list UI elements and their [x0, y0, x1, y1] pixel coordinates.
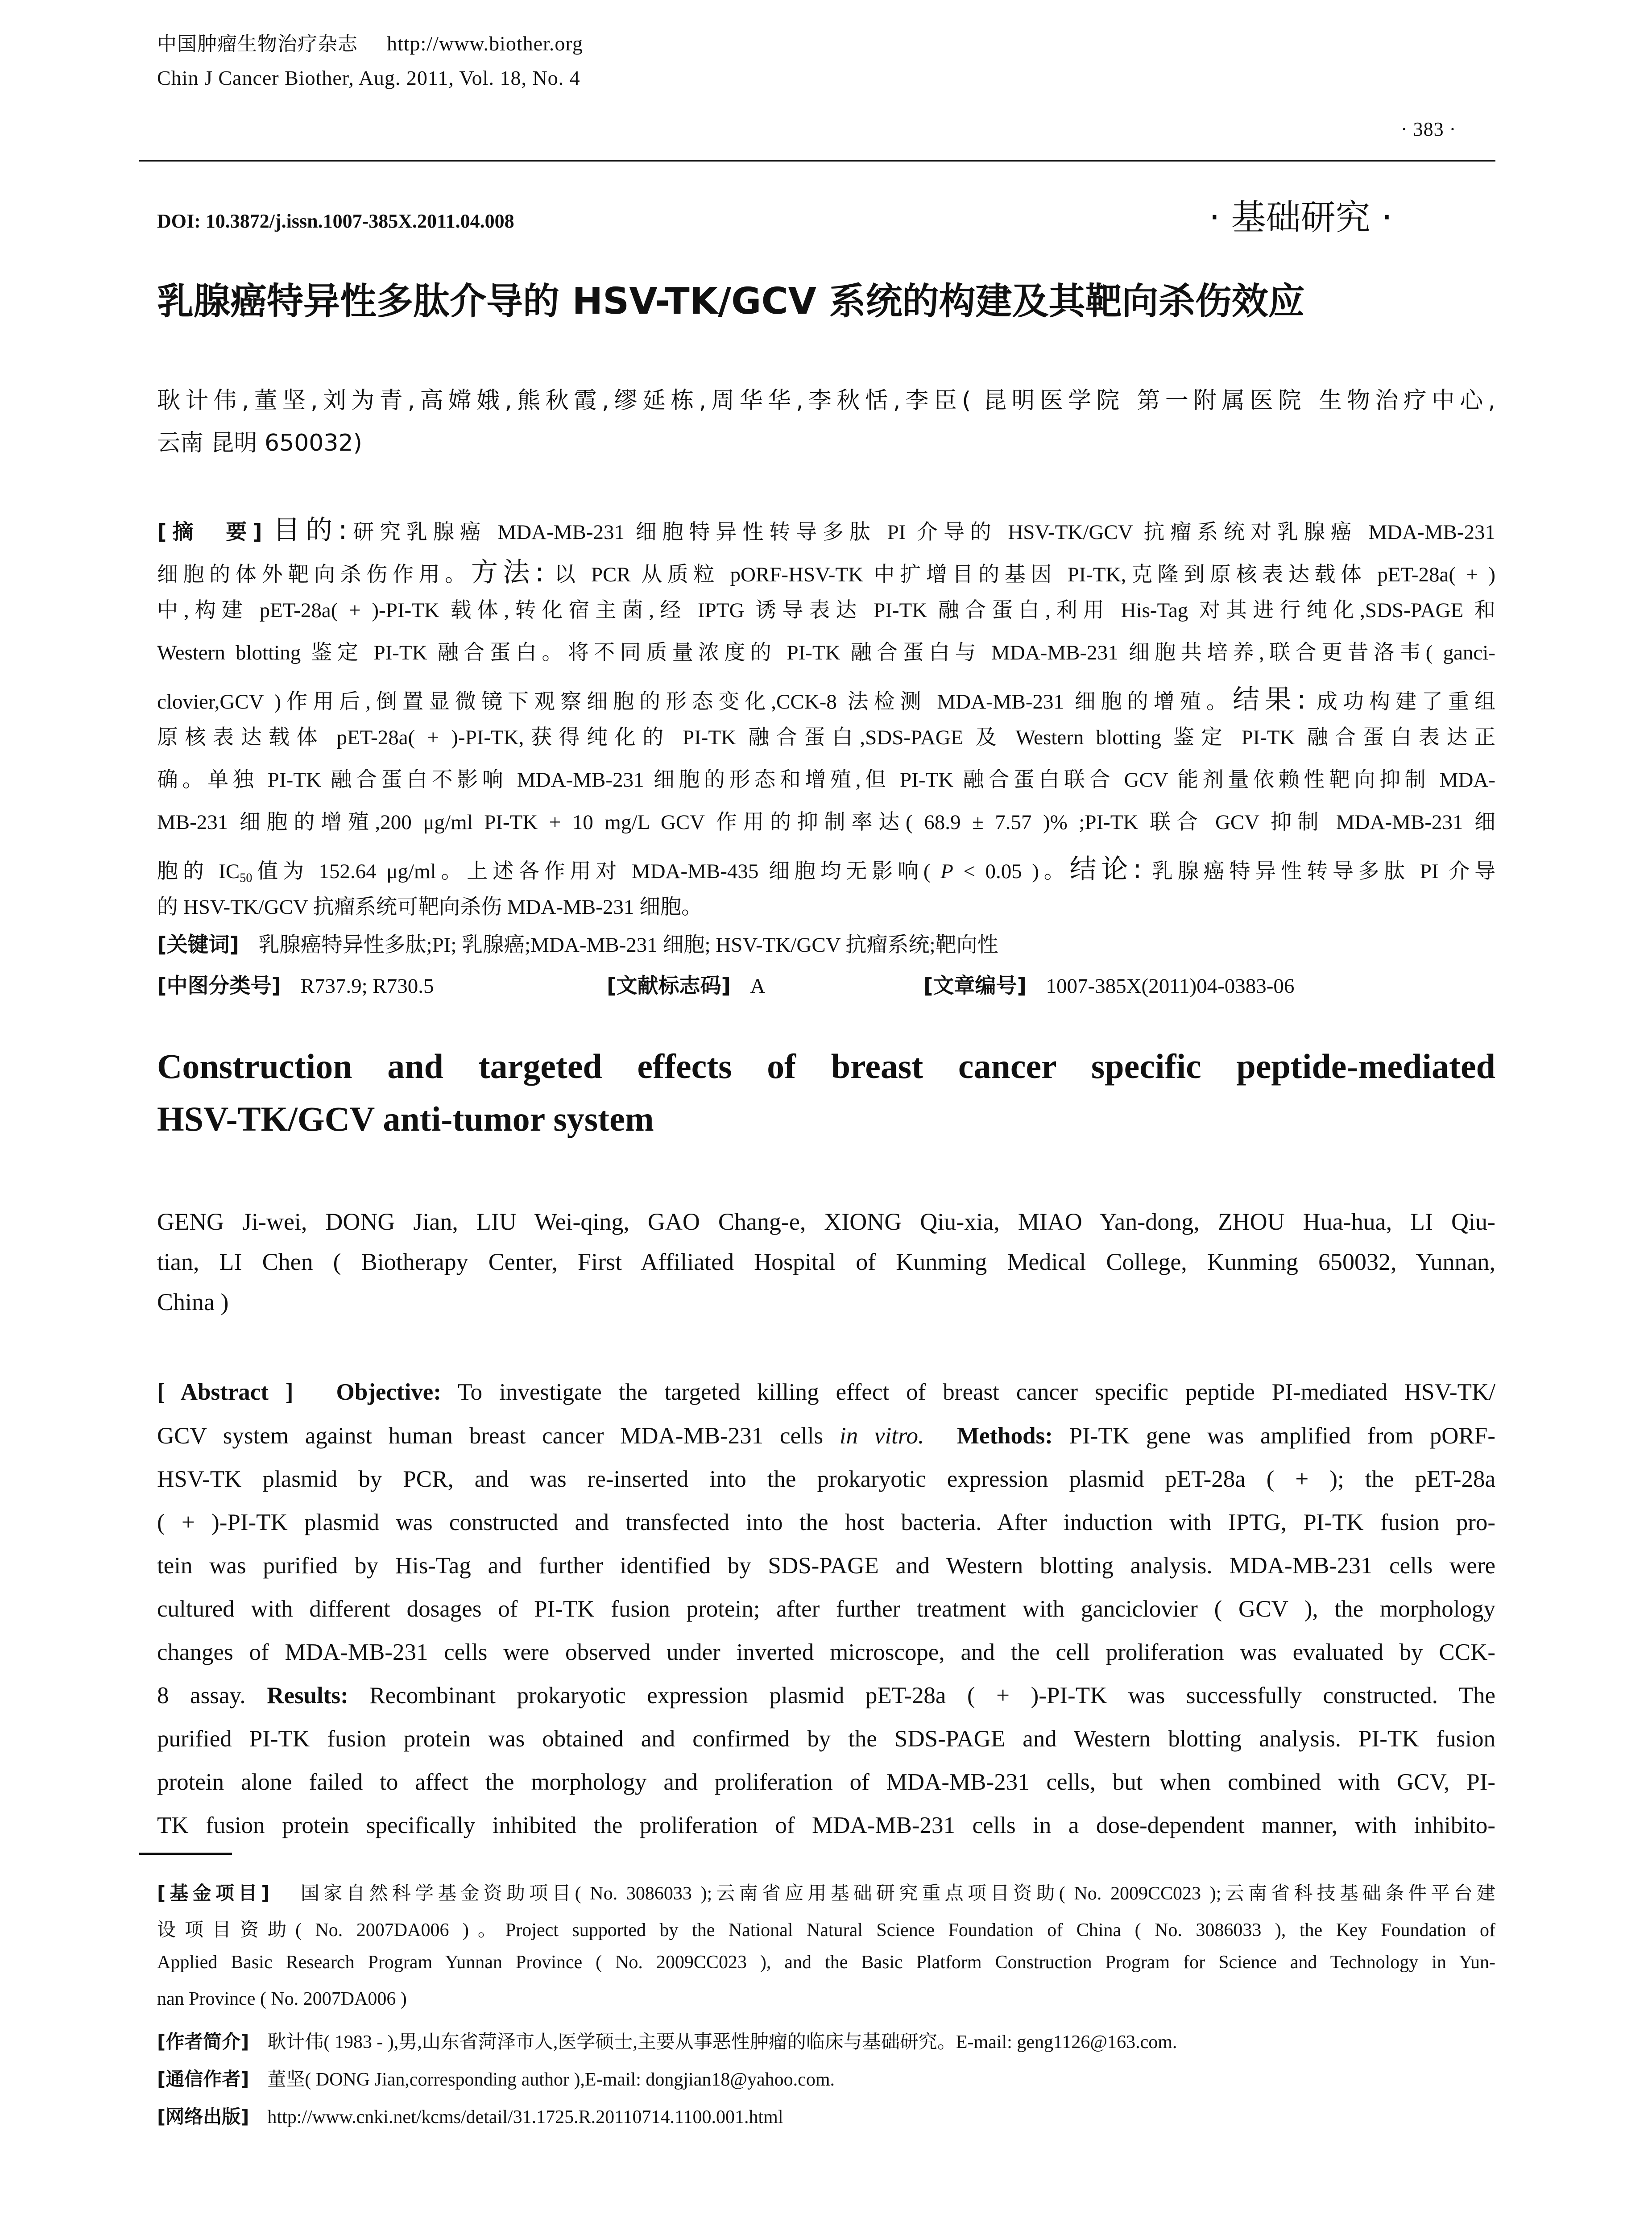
corresponding-label: [通信作者]	[157, 2068, 249, 2090]
corresponding-author	[157, 2065, 1495, 2091]
author-bio-text: 耿计伟( 1983 - ),男,山东省菏泽市人,医学硕士,主要从事恶性肿瘤的临床与基础研究。E-mail: geng1126@163.com.	[267, 2032, 1177, 2053]
abstract-en-line: protein alone failed to affect the morphology and proliferation of MDA-MB-231 cells, but when combined with GCV, PI-	[157, 1769, 1495, 1795]
abstract-en-text: PI-TK gene was amplified from pORF-	[1052, 1423, 1495, 1449]
authors-en-line-3: China )	[157, 1289, 229, 1315]
abstract-cn-text: 成功构建了重组	[1306, 690, 1495, 713]
article-number-value: 1007-385X(2011)04-0383-06	[1046, 975, 1295, 998]
classification	[157, 969, 434, 999]
abstract-cn-text: 研究乳腺癌 MDA-MB-231 细胞特异性转导多肽 PI 介导的 HSV-TK/GCV 抗瘤系统对乳腺癌 MDA-MB-231	[347, 521, 1495, 544]
doc-code-label: [文献标志码]	[607, 974, 731, 998]
journal-citation: Chin J Cancer Biother, Aug. 2011, Vol. 18, No. 4	[157, 66, 580, 89]
abstract-en-italic: in vitro.	[839, 1423, 924, 1449]
abstract-cn-line	[157, 678, 1495, 717]
header-rule	[139, 160, 1495, 162]
title-en-line-2: HSV-TK/GCV anti-tumor system	[157, 1099, 654, 1138]
running-header	[157, 28, 583, 56]
abstract-en-methods-head: Methods:	[956, 1423, 1053, 1449]
keywords-text: 乳腺癌特异性多肽;PI; 乳腺癌;MDA-MB-231 细胞; HSV-TK/GCV 抗瘤系统;靶向性	[258, 933, 998, 957]
abstract-en-label: [ Abstract ]	[157, 1379, 294, 1405]
abstract-en-line	[157, 1682, 1495, 1709]
abstract-en-text: 8 assay.	[157, 1683, 267, 1708]
authors-en-line-1: GENG Ji-wei, DONG Jian, LIU Wei-qing, GAO Chang-e, XIONG Qiu-xia, MIAO Yan-dong, ZHOU Hua-hua, LI Qiu-	[157, 1208, 1495, 1235]
abstract-cn-results-head: 结果:	[1232, 684, 1306, 715]
abstract-cn-line	[157, 509, 1495, 547]
author-bio-label: [作者简介]	[157, 2031, 249, 2053]
page-number: · 383 ·	[1401, 118, 1457, 140]
abstract-en-line: tein was purified by His-Tag and further identified by SDS-PAGE and Western blotting analysis. MDA-MB-231 cells were	[157, 1553, 1495, 1579]
abstract-en-line: TK fusion protein specifically inhibited the proliferation of MDA-MB-231 cells in a dose-dependent manner, with inhibito-	[157, 1812, 1495, 1838]
abstract-cn-line: Western blotting 鉴定 PI-TK 融合蛋白。将不同质量浓度的 PI-TK 融合蛋白与 MDA-MB-231 细胞共培养,联合更昔洛韦( ganci-	[157, 641, 1495, 664]
abstract-cn-text: 值为 152.64 μg/ml。上述各作用对 MDA-MB-435 细胞均无影响(	[252, 860, 941, 883]
online-url[interactable]: http://www.cnki.net/kcms/detail/31.1725.R.20110714.1100.001.html	[267, 2107, 783, 2127]
abstract-cn-text: < 0.05 )。	[953, 860, 1070, 883]
authors-cn-line-1: 耿计伟,董坚,刘为青,高嫦娥,熊秋霞,缪延栋,周华华,李秋恬,李臣( 昆明医学院 第一附属医院 生物治疗中心,	[157, 387, 1495, 414]
title-en-line-1: Construction and targeted effects of breast cancer specific peptide-mediated	[157, 1047, 1495, 1086]
abstract-cn-conclusion-head: 结论:	[1069, 854, 1142, 885]
abstract-cn-line	[157, 551, 1495, 589]
doc-code	[607, 969, 765, 999]
abstract-cn-methods-head: 方法:	[471, 557, 544, 588]
title-cn: 乳腺癌特异性多肽介导的 HSV-TK/GCV 系统的构建及其靶向杀伤效应	[157, 280, 1305, 323]
abstract-cn-text: 细胞的体外靶向杀伤作用。	[157, 563, 471, 586]
journal-name-cn: 中国肿瘤生物治疗杂志	[157, 33, 358, 55]
doc-code-value: A	[750, 975, 766, 998]
p-value-symbol: P	[940, 860, 953, 883]
funding-label: [基金项目]	[157, 1882, 270, 1904]
funding-line	[157, 1879, 1495, 1905]
article-number-label: [文章编号]	[923, 974, 1027, 998]
abstract-cn-line	[157, 848, 1495, 886]
subscript: 50	[240, 871, 253, 885]
online-publication	[157, 2102, 1495, 2129]
online-label: [网络出版]	[157, 2106, 249, 2127]
abstract-en-line: ( + )-PI-TK plasmid was constructed and transfected into the host bacteria. After induction with IPTG, PI-TK fusion pro-	[157, 1509, 1495, 1535]
corresponding-text: 董坚( DONG Jian,corresponding author ),E-mail: dongjian18@yahoo.com.	[267, 2069, 835, 2090]
doi[interactable]: DOI: 10.3872/j.issn.1007-385X.2011.04.008	[157, 210, 514, 232]
author-bio	[157, 2027, 1495, 2054]
abstract-cn-text: 胞的 IC	[157, 860, 240, 883]
abstract-en-line: changes of MDA-MB-231 cells were observed under inverted microscope, and the cell proliferation was evaluated by CCK-	[157, 1639, 1495, 1665]
section-label: · 基础研究 ·	[1209, 198, 1393, 238]
authors-en-line-2: tian, LI Chen ( Biotherapy Center, First Affiliated Hospital of Kunming Medical College, Kunming 650032, Yunnan,	[157, 1248, 1495, 1275]
funding-text: 国家自然科学基金资助项目( No. 3086033 );云南省应用基础研究重点项目资助( No. 2009CC023 );云南省科技基础条件平台建	[300, 1883, 1496, 1904]
funding-line: Applied Basic Research Program Yunnan Province ( No. 2009CC023 ), and the Basic Platform Construction Program for Science and Technology in Yun-	[157, 1952, 1495, 1973]
abstract-cn-line: 中,构建 pET-28a( + )-PI-TK 载体,转化宿主菌,经 IPTG 诱导表达 PI-TK 融合蛋白,利用 His-Tag 对其进行纯化,SDS-PAGE 和	[157, 599, 1495, 622]
abstract-cn-line: 原核表达载体 pET-28a( + )-PI-TK,获得纯化的 PI-TK 融合蛋白,SDS-PAGE 及 Western blotting 鉴定 PI-TK 融合蛋白表达正	[157, 726, 1495, 749]
abstract-en-objective-head: Objective:	[336, 1379, 441, 1405]
abstract-cn-line: 的 HSV-TK/GCV 抗瘤系统可靶向杀伤 MDA-MB-231 细胞。	[157, 896, 703, 919]
abstract-en-text: GCV system against human breast cancer MDA-MB-231 cells	[157, 1423, 840, 1449]
footnote-rule	[139, 1853, 232, 1855]
abstract-en-line: cultured with different dosages of PI-TK fusion protein; after further treatment with ganciclovier ( GCV ), the morphology	[157, 1596, 1495, 1622]
abstract-en-results-head: Results:	[267, 1683, 348, 1708]
abstract-en-line	[157, 1379, 1495, 1406]
clc-label: [中图分类号]	[157, 974, 281, 998]
funding-line: 设项目资助( No. 2007DA006 )。Project supported by the National Natural Science Foundation of China ( No. 3086033 ), the Key Foundation of	[157, 1920, 1495, 1941]
funding-line: nan Province ( No. 2007DA006 )	[157, 1989, 407, 2009]
article-number	[923, 969, 1294, 999]
abstract-cn-label: [摘 要]	[157, 520, 262, 544]
keywords-label: [关键词]	[157, 933, 239, 957]
abstract-cn-text: 乳腺癌特异性转导多肽 PI 介导	[1142, 860, 1495, 883]
abstract-cn-text: clovier,GCV )作用后,倒置显微镜下观察细胞的形态变化,CCK-8 法检测 MDA-MB-231 细胞的增殖。	[157, 690, 1233, 713]
abstract-en-text: To investigate the targeted killing effect of breast cancer specific peptide PI-mediated HSV-TK/	[441, 1379, 1495, 1405]
journal-url[interactable]: http://www.biother.org	[387, 32, 583, 55]
abstract-cn-text: 以 PCR 从质粒 pORF-HSV-TK 中扩增目的基因 PI-TK,克隆到原核表达载体 pET-28a( + )	[544, 563, 1496, 586]
abstract-en-text: Recombinant prokaryotic expression plasmid pET-28a ( + )-PI-TK was successfully constructed. The	[348, 1683, 1495, 1708]
abstract-en-line: HSV-TK plasmid by PCR, and was re-inserted into the prokaryotic expression plasmid pET-28a ( + ); the pET-28a	[157, 1466, 1495, 1492]
keywords-cn	[157, 928, 1495, 958]
abstract-en-line: purified PI-TK fusion protein was obtained and confirmed by the SDS-PAGE and Western blotting analysis. PI-TK fusion	[157, 1726, 1495, 1752]
abstract-en-line	[157, 1422, 1495, 1449]
abstract-cn-line: 确。单独 PI-TK 融合蛋白不影响 MDA-MB-231 细胞的形态和增殖,但 PI-TK 融合蛋白联合 GCV 能剂量依赖性靶向抑制 MDA-	[157, 768, 1495, 792]
abstract-cn-line: MB-231 细胞的增殖,200 μg/ml PI-TK + 10 mg/L GCV 作用的抑制率达( 68.9 ± 7.57 )% ;PI-TK 联合 GCV 抑制 MDA-MB-231 细	[157, 811, 1495, 834]
abstract-cn-objective-head: 目的:	[273, 514, 348, 546]
authors-cn-line-2: 云南 昆明 650032)	[157, 430, 362, 456]
clc-value: R737.9; R730.5	[300, 975, 434, 998]
